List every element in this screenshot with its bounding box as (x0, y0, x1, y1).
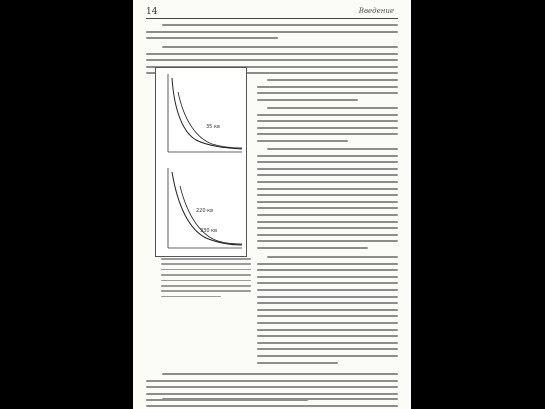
text-line (267, 107, 398, 109)
text-line (257, 114, 398, 116)
text-line (146, 405, 398, 407)
text-line (162, 46, 398, 48)
figure-plots (156, 68, 246, 256)
text-line (257, 335, 398, 337)
caption-line (161, 258, 251, 260)
text-line (146, 53, 398, 55)
text-line (257, 289, 398, 291)
upper-plot (168, 74, 242, 152)
text-line (257, 322, 398, 324)
text-line (257, 362, 338, 364)
text-line (257, 269, 398, 271)
text-line (257, 309, 398, 311)
upper-curve-label: 35 кв (206, 124, 220, 130)
text-line (257, 355, 398, 357)
caption-line (161, 269, 251, 271)
text-line (267, 79, 398, 81)
text-line (257, 99, 358, 101)
text-line (257, 155, 398, 157)
text-line (257, 276, 398, 278)
text-line (257, 221, 398, 223)
text-line (257, 348, 398, 350)
text-line (257, 315, 398, 317)
text-line (146, 393, 398, 395)
text-line (162, 373, 398, 375)
caption-line (161, 285, 251, 287)
text-line (257, 86, 398, 88)
text-line (267, 148, 398, 150)
text-line (257, 168, 398, 170)
text-line (162, 398, 398, 400)
text-line (257, 227, 398, 229)
text-line (257, 140, 348, 142)
text-line (257, 342, 398, 344)
text-line (257, 120, 398, 122)
text-line (257, 282, 398, 284)
caption-line (161, 274, 251, 276)
caption-line (161, 290, 251, 292)
lower-curve-label-2: 330 кв (200, 228, 218, 234)
text-line (257, 92, 398, 94)
text-line (257, 161, 398, 163)
text-line (257, 214, 398, 216)
text-line (146, 386, 398, 388)
page-header (146, 7, 398, 17)
text-line (257, 296, 398, 298)
text-line (257, 174, 398, 176)
caption-line (161, 296, 221, 298)
header-rule (146, 18, 398, 19)
page-number: 14 (146, 7, 158, 17)
text-line (146, 59, 398, 61)
text-line (162, 24, 398, 26)
text-line (257, 302, 398, 304)
text-line (257, 234, 398, 236)
text-line (257, 201, 398, 203)
text-line (146, 37, 278, 39)
lower-plot (168, 168, 242, 248)
text-line (257, 181, 398, 183)
figure-v2 (155, 67, 247, 257)
caption-line (161, 280, 251, 282)
text-line (146, 31, 398, 33)
lower-curve-label-1: 220 кв (196, 208, 214, 214)
text-line (257, 247, 368, 249)
text-line (257, 127, 398, 129)
book-page (133, 0, 411, 409)
caption-line (161, 263, 251, 265)
text-line (267, 256, 398, 258)
text-line (146, 380, 398, 382)
text-line (257, 194, 398, 196)
running-title: Введение (358, 7, 394, 15)
text-line (257, 207, 398, 209)
text-line (257, 329, 398, 331)
text-line (257, 188, 398, 190)
text-line (257, 240, 398, 242)
text-line (257, 263, 398, 265)
text-line (257, 133, 398, 135)
